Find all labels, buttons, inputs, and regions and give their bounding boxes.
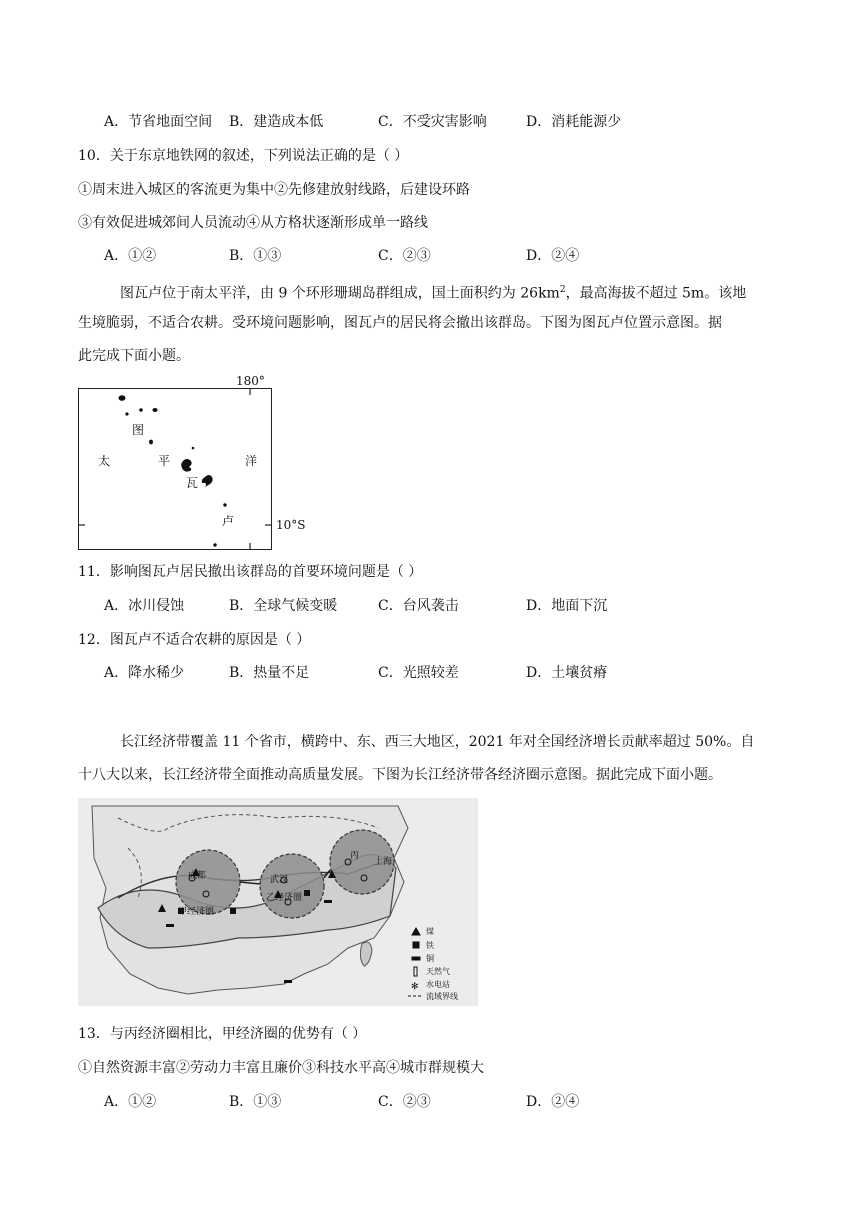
svg-text:✻: ✻: [411, 982, 419, 992]
legend-coal: 煤: [426, 927, 434, 936]
tuvalu-location-map: [78, 388, 272, 550]
q13-option-c: C．②③: [378, 1094, 431, 1110]
q13-statement-line1: ①自然资源丰富②劳动力丰富且廉价③科技水平高④城市群规模大: [78, 1060, 484, 1076]
map2-city-wuhan: 武汉: [270, 875, 289, 885]
q13-option-a: A．①②: [104, 1094, 157, 1110]
passage2-line1: 长江经济带覆盖 11 个省市，横跨中、东、西三大地区，2021 年对全国经济增长贡献率超过 50%。自: [120, 734, 755, 750]
q13-option-d: D．②④: [526, 1094, 580, 1110]
yangtze-economic-belt-map: [78, 798, 478, 1006]
map1-latitude-label: 10°S: [276, 518, 306, 532]
map1-char-wa: 瓦: [186, 476, 199, 490]
map1-char-yang: 洋: [245, 454, 258, 468]
q10-stem: 10．关于东京地铁网的叙述，下列说法正确的是（ ）: [78, 148, 409, 164]
q12-stem: 12．图瓦卢不适合农耕的原因是（ ）: [78, 632, 311, 648]
passage1-line1-a: 图瓦卢位于南太平洋，由 9 个环形珊瑚岛群组成，国土面积约为 26km: [120, 285, 560, 302]
map1-char-tai: 太: [98, 454, 111, 468]
passage1-line1: [120, 280, 746, 304]
q9-option-c: C．不受灾害影响: [378, 114, 487, 130]
map2-zone-bing: 丙: [350, 851, 360, 861]
q10-option-a: A．①②: [104, 248, 157, 264]
q9-option-a: A．节省地面空间: [104, 114, 213, 130]
q9-option-b: B．建造成本低: [229, 114, 324, 130]
q13-stem: 13．与丙经济圈相比，甲经济圈的优势有（ ）: [78, 1026, 367, 1042]
map1-char-ping: 平: [158, 454, 171, 468]
legend-hydropower: 水电站: [426, 980, 450, 989]
q12-option-b: B．热量不足: [229, 665, 310, 681]
q10-option-b: B．①③: [229, 248, 282, 264]
q13-option-b: B．①③: [229, 1094, 282, 1110]
tuvalu-map-drawing: [79, 389, 271, 549]
q10-statement-line2: ③有效促进城郊间人员流动④从方格状逐渐形成单一路线: [78, 215, 428, 231]
passage1-line3: 此完成下面小题。: [78, 348, 190, 364]
q11-option-c: C．台风袭击: [378, 598, 459, 614]
passage1-line2: 生境脆弱，不适合农耕。受环境问题影响，图瓦卢的居民将会撤出该群岛。下图为图瓦卢位置示意图。据: [78, 315, 722, 331]
map1-char-lu: 卢: [222, 514, 235, 528]
q12-option-a: A．降水稀少: [104, 665, 185, 681]
q11-option-b: B．全球气候变暖: [229, 598, 338, 614]
q12-option-c: C．光照较差: [378, 665, 459, 681]
q11-option-d: D．地面下沉: [526, 598, 608, 614]
map1-char-tu: 图: [132, 423, 145, 437]
q12-option-d: D．土壤贫瘠: [526, 665, 608, 681]
passage1-line1-b: ，最高海拔不超过 5m。该地: [565, 285, 747, 302]
map2-zone-jia: 甲经济圈: [178, 907, 215, 917]
q10-statement-line1: ①周末进入城区的客流更为集中②先修建放射线路，后建设环路: [78, 182, 470, 198]
legend-copper: 铜: [426, 954, 434, 963]
q9-option-d: D．消耗能源少: [526, 114, 622, 130]
passage2-line2: 十八大以来，长江经济带全面推动高质量发展。下图为长江经济带各经济圈示意图。据此完成下面小题。: [78, 767, 722, 783]
q11-option-a: A．冰川侵蚀: [104, 598, 185, 614]
map2-city-shanghai: 上海: [374, 857, 393, 867]
q10-option-d: D．②④: [526, 248, 580, 264]
legend-iron: 铁: [426, 941, 434, 950]
map2-city-chengdu: 成都: [188, 871, 207, 881]
passage1-line1-sup: 2: [559, 285, 566, 295]
map2-zone-yi: 乙经济圈: [266, 893, 303, 903]
q10-option-c: C．②③: [378, 248, 431, 264]
q11-stem: 11．影响图瓦卢居民撤出该群岛的首要环境问题是（ ）: [78, 564, 423, 580]
legend-basin-boundary: 流域界线: [426, 992, 458, 1001]
map1-longitude-label: 180°: [236, 374, 265, 388]
legend-natural-gas: 天然气: [426, 967, 450, 976]
